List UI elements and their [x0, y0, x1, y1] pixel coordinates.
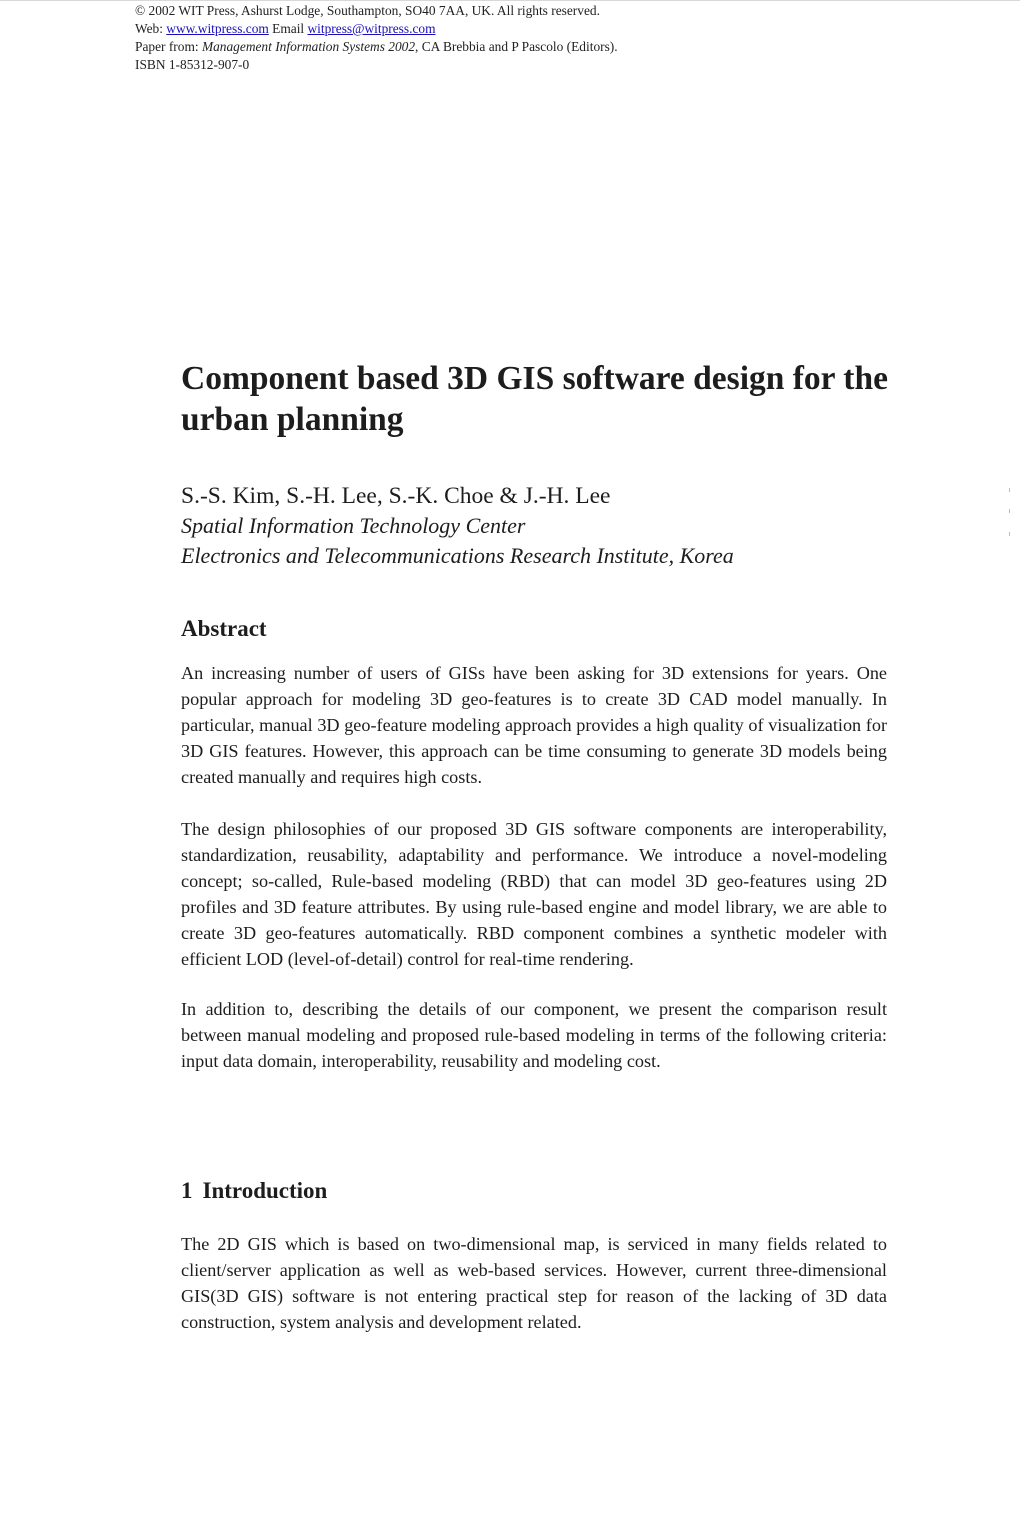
- abstract-paragraph-3: In addition to, describing the details of our component, we present the comparison result between manual modeling and proposed rule-based modeling in terms of the following criteria: input data domain, interoperability, reusability and modeling cost.: [181, 999, 887, 1071]
- email-link[interactable]: witpress@witpress.com: [307, 21, 436, 36]
- introduction-paragraph: The 2D GIS which is based on two-dimensional map, is serviced in many fields related to client/server application as well as web-based services. However, current three-dimensional GIS(3D GIS) software is not entering practical step for reason of the lacking of 3D data construction, system analysis and development related.: [181, 1234, 887, 1332]
- introduction-heading: [181, 1176, 327, 1206]
- scan-artifact: [1009, 532, 1010, 536]
- affiliation-center: Spatial Information Technology Center: [181, 513, 526, 538]
- scan-artifact: [1009, 488, 1010, 492]
- abstract-paragraph-2: The design philosophies of our proposed 3D GIS software components are interoperability, standardization, reusability, adaptability and performance. We introduce a novel-modeling concept; so-called, Rule-based modeling (RBD) that can model 3D geo-features using 2D profiles and 3D feature attributes. By using rule-based engine and model library, we are able to create 3D geo-features automatically. RBD component combines a synthetic modeler with efficient LOD (level-of-detail) control for real-time rendering.: [181, 819, 887, 969]
- affiliation-institute: Electronics and Telecommunications Research Institute, Korea: [181, 543, 734, 568]
- abstract-paragraph-1: An increasing number of users of GISs have been asking for 3D extensions for years. One popular approach for modeling 3D geo-features is to create 3D CAD model manually. In particular, manual 3D geo-feature modeling approach provides a high quality of visualization for 3D GIS features. However, this approach can be time consuming to generate 3D models being created manually and requires high costs.: [181, 663, 887, 787]
- author-list: S.-S. Kim, S.-H. Lee, S.-K. Choe & J.-H. Lee: [181, 483, 611, 509]
- copyright-line: © 2002 WIT Press, Ashurst Lodge, Southampton, SO40 7AA, UK. All rights reserved.: [135, 3, 600, 18]
- section-number: 1: [181, 1178, 193, 1203]
- source-line: [135, 38, 618, 56]
- paper-title: Component based 3D GIS software design for the urban planning: [181, 360, 888, 438]
- isbn-line: ISBN 1-85312-907-0: [135, 57, 250, 72]
- abstract-heading: Abstract: [181, 616, 267, 641]
- web-label: Web:: [135, 21, 167, 36]
- scan-artifact: [1009, 509, 1010, 513]
- website-link[interactable]: www.witpress.com: [166, 21, 269, 36]
- copyright-header: [135, 2, 618, 74]
- paper-from-label: Paper from:: [135, 39, 202, 54]
- proceedings-title: Management Information Systems 2002: [201, 39, 416, 54]
- email-label: Email: [268, 21, 308, 36]
- page-top-rule: [0, 0, 1020, 1]
- section-title: Introduction: [202, 1178, 328, 1203]
- contact-line: [135, 20, 618, 38]
- editors-text: , CA Brebbia and P Pascolo (Editors).: [415, 39, 618, 54]
